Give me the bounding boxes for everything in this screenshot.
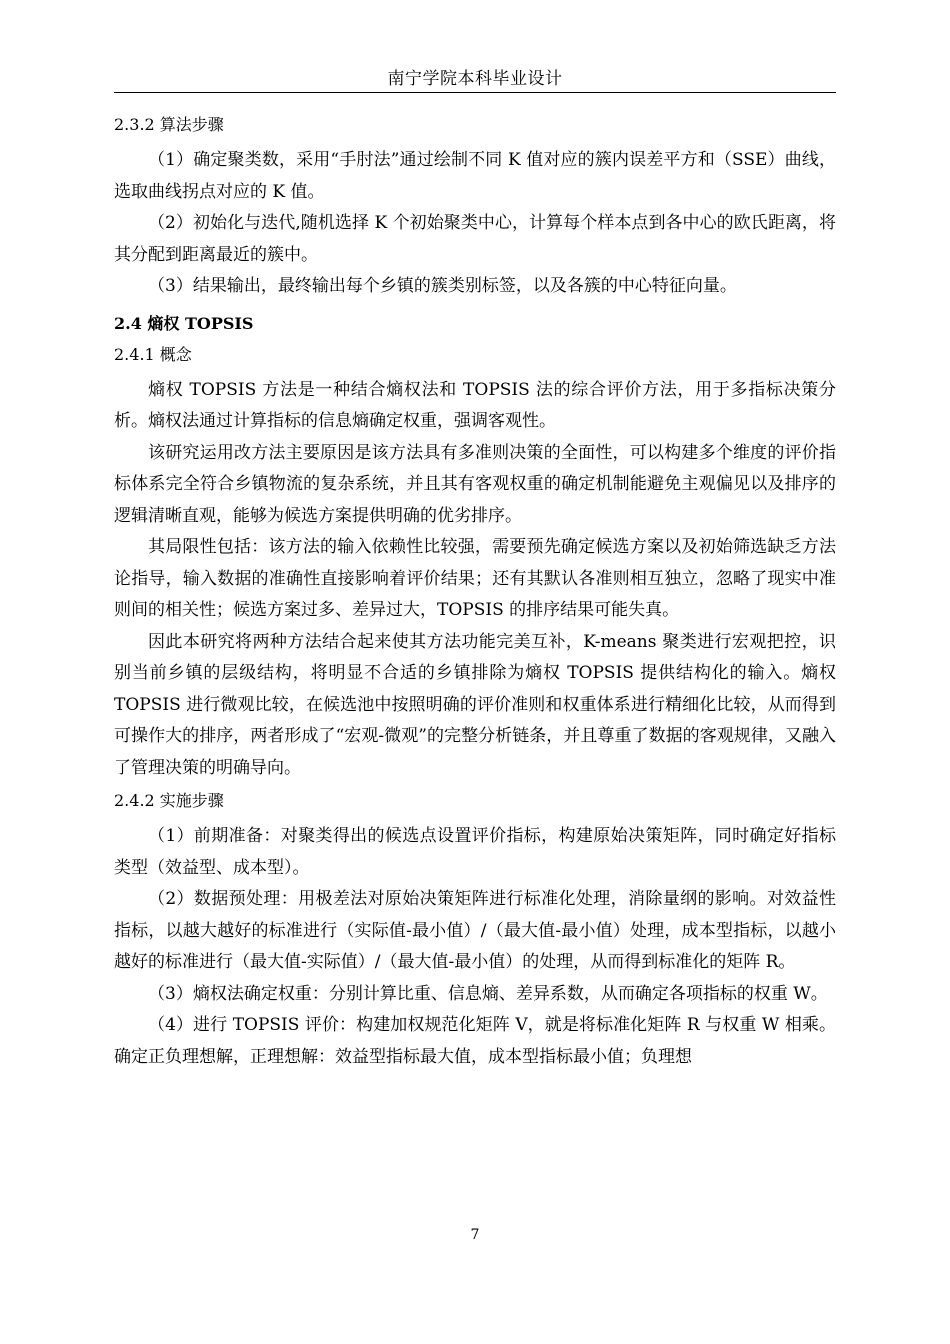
section-heading-2-4-1: 2.4.1 概念 <box>114 344 192 364</box>
paragraph: （3）熵权法确定权重：分别计算比重、信息熵、差异系数，从而确定各项指标的权重 W。 <box>148 983 828 1004</box>
paragraph: （1）确定聚类数，采用“手肘法”通过绘制不同 K 值对应的簇内误差平方和（SSE）曲线，选取曲线拐点对应的 K 值。 <box>114 150 836 202</box>
paragraph: （3）结果输出，最终输出每个乡镇的簇类别标签，以及各簇的中心特征向量。 <box>148 276 737 296</box>
paragraph: （1）前期准备：对聚类得出的候选点设置评价指标，构建原始决策矩阵，同时确定好指标类型（效益型、成本型）。 <box>114 826 836 878</box>
section-heading-2-4: 2.4 熵权 TOPSIS <box>114 313 254 333</box>
paragraph: （2）数据预处理：用极差法对原始决策矩阵进行标准化处理，消除量纲的影响。对效益性指标，以越大越好的标准进行（实际值-最小值）/（最大值-最小值）处理，成本型指标，以越小越好的标准进行（最大值-实际值）/（最大值-最小值）的处理，从而得到标准化的矩阵 R。 <box>114 889 836 972</box>
section-heading-2-4-2: 2.4.2 实施步骤 <box>114 791 224 810</box>
paragraph: 因此本研究将两种方法结合起来使其方法功能完美互补，K-means 聚类进行宏观把控，识别当前乡镇的层级结构，将明显不合适的乡镇排除为熵权 TOPSIS 提供结构化的输入。熵权 TOPSIS 进行微观比较，在候选池中按照明确的评价准则和权重体系进行精细化比较，从而得到可操作大的排序，两者形成了“宏观-微观”的完整分析链条，并且尊重了数据的客观规律，又融入了管理决策的明确导向。 <box>114 631 836 778</box>
paragraph: 该研究运用改方法主要原因是该方法具有多准则决策的全面性，可以构建多个维度的评价指标体系完全符合乡镇物流的复杂系统，并且其有客观权重的确定机制能避免主观偏见以及排序的逻辑清晰直观，能够为候选方案提供明确的优劣排序。 <box>114 442 836 526</box>
paragraph: 其局限性包括：该方法的输入依赖性比较强，需要预先确定候选方案以及初始筛选缺乏方法论指导，输入数据的准确性直接影响着评价结果；还有其默认各准则相互独立，忽略了现实中准则间的相关性；候选方案过多、差异过大，TOPSIS 的排序结果可能失真。 <box>114 537 836 620</box>
paragraph: （4）进行 TOPSIS 评价：构建加权规范化矩阵 V，就是将标准化矩阵 R 与权重 W 相乘。确定正负理想解，正理想解：效益型指标最大值，成本型指标最小值；负理想 <box>114 1015 836 1067</box>
paragraph: （2）初始化与迭代,随机选择 K 个初始聚类中心，计算每个样本点到各中心的欧氏距离，将其分配到距离最近的簇中。 <box>114 213 836 265</box>
page-number: 7 <box>470 1227 480 1243</box>
running-header: 南宁学院本科毕业设计 <box>387 69 563 89</box>
header-divider <box>114 92 836 93</box>
section-heading-2-3-2: 2.3.2 算法步骤 <box>114 115 224 134</box>
page-body <box>114 114 836 1073</box>
paragraph: 熵权 TOPSIS 方法是一种结合熵权法和 TOPSIS 法的综合评价方法，用于多指标决策分析。熵权法通过计算指标的信息熵确定权重，强调客观性。 <box>114 379 836 431</box>
